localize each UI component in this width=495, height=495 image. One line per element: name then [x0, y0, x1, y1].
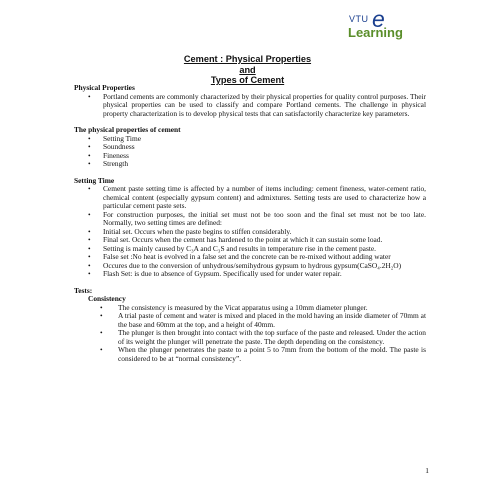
section-heading-physical-properties: Physical Properties [74, 83, 135, 92]
list-item: • Flash Set: is due to absence of Gypsum. Specifically used for under water repair. [88, 270, 426, 279]
section-heading-physical-properties-of-cement: The physical properties of cement [74, 125, 181, 134]
list-item: • Setting Time [88, 135, 426, 144]
property-list [74, 135, 426, 169]
title-line-1: Cement : Physical Properties [183, 54, 312, 64]
list-item: • Final set. Occurs when the cement has hardened to the point at which it can sustain some load. [88, 236, 426, 245]
consistency-list [74, 304, 426, 364]
list-item: • The plunger is then brought into contact with the top surface of the paste and released. Under the action of its weight the plunger will penetrate the paste. The depth depending on the consistency. [100, 329, 426, 346]
page-number: 1 [425, 466, 429, 475]
title-line-2: and [239, 64, 256, 75]
list-item: • Cement paste setting time is affected by a number of items including: cement fineness, water-cement ratio, chemical content (especially gypsum content) and admixtures. Setting tests are used to characterize how a particular cement paste sets. [88, 185, 426, 211]
logo-e: e [372, 6, 385, 32]
list-item: • False set :No heat is evolved in a false set and the concrete can be re-mixed without adding water [88, 253, 426, 262]
list-item: • A trial paste of cement and water is mixed and placed in the mold having an inside diameter of 70mm at the base and 60mm at the top, and a height of 40mm. [100, 312, 426, 329]
section-heading-tests: Tests: [74, 285, 93, 295]
vtu-elearning-logo [347, 6, 427, 46]
section-heading-setting-time: Setting Time [74, 175, 115, 185]
list-item: • Fineness [88, 152, 426, 161]
physical-properties-list [74, 93, 426, 119]
document-title [0, 54, 495, 86]
list-item: • Portland cements are commonly characterized by their physical properties for quality control purposes. Their physical properties can be used to classify and compare Portland cements. The challenge in physical property characterization is to develop physical tests that can satisfactorily characterize key parameters. [88, 93, 426, 119]
list-item: • Occures due to the conversion of unhydrous/semihydrous gypsum to hydrous gypsum(CaSO₄.2H₂O) [88, 262, 426, 271]
list-item: • The consistency is measured by the Vicat apparatus using a 10mm diameter plunger. [100, 304, 426, 313]
list-item: • Soundness [88, 143, 426, 152]
title-line-3: Types of Cement [210, 75, 285, 85]
list-item: • Strength [88, 160, 426, 169]
list-item: • When the plunger penetrates the paste to a point 5 to 7mm from the bottom of the mold. The paste is considered to be at “normal consistency”. [100, 346, 426, 363]
setting-time-list [74, 185, 426, 279]
logo-word: Learning [348, 25, 403, 40]
logo-prefix: VTU [349, 14, 369, 24]
subheading-consistency: Consistency [88, 294, 126, 303]
list-item: • Setting is mainly caused by C₃A and C₃S and results in temperature rise in the cement paste. [88, 245, 426, 254]
document-body [74, 84, 426, 363]
list-item: • Initial set. Occurs when the paste begins to stiffen considerably. [88, 228, 426, 237]
list-item: • For construction purposes, the initial set must not be too soon and the final set must not be too late. Normally, two setting times are defined: [88, 211, 426, 228]
